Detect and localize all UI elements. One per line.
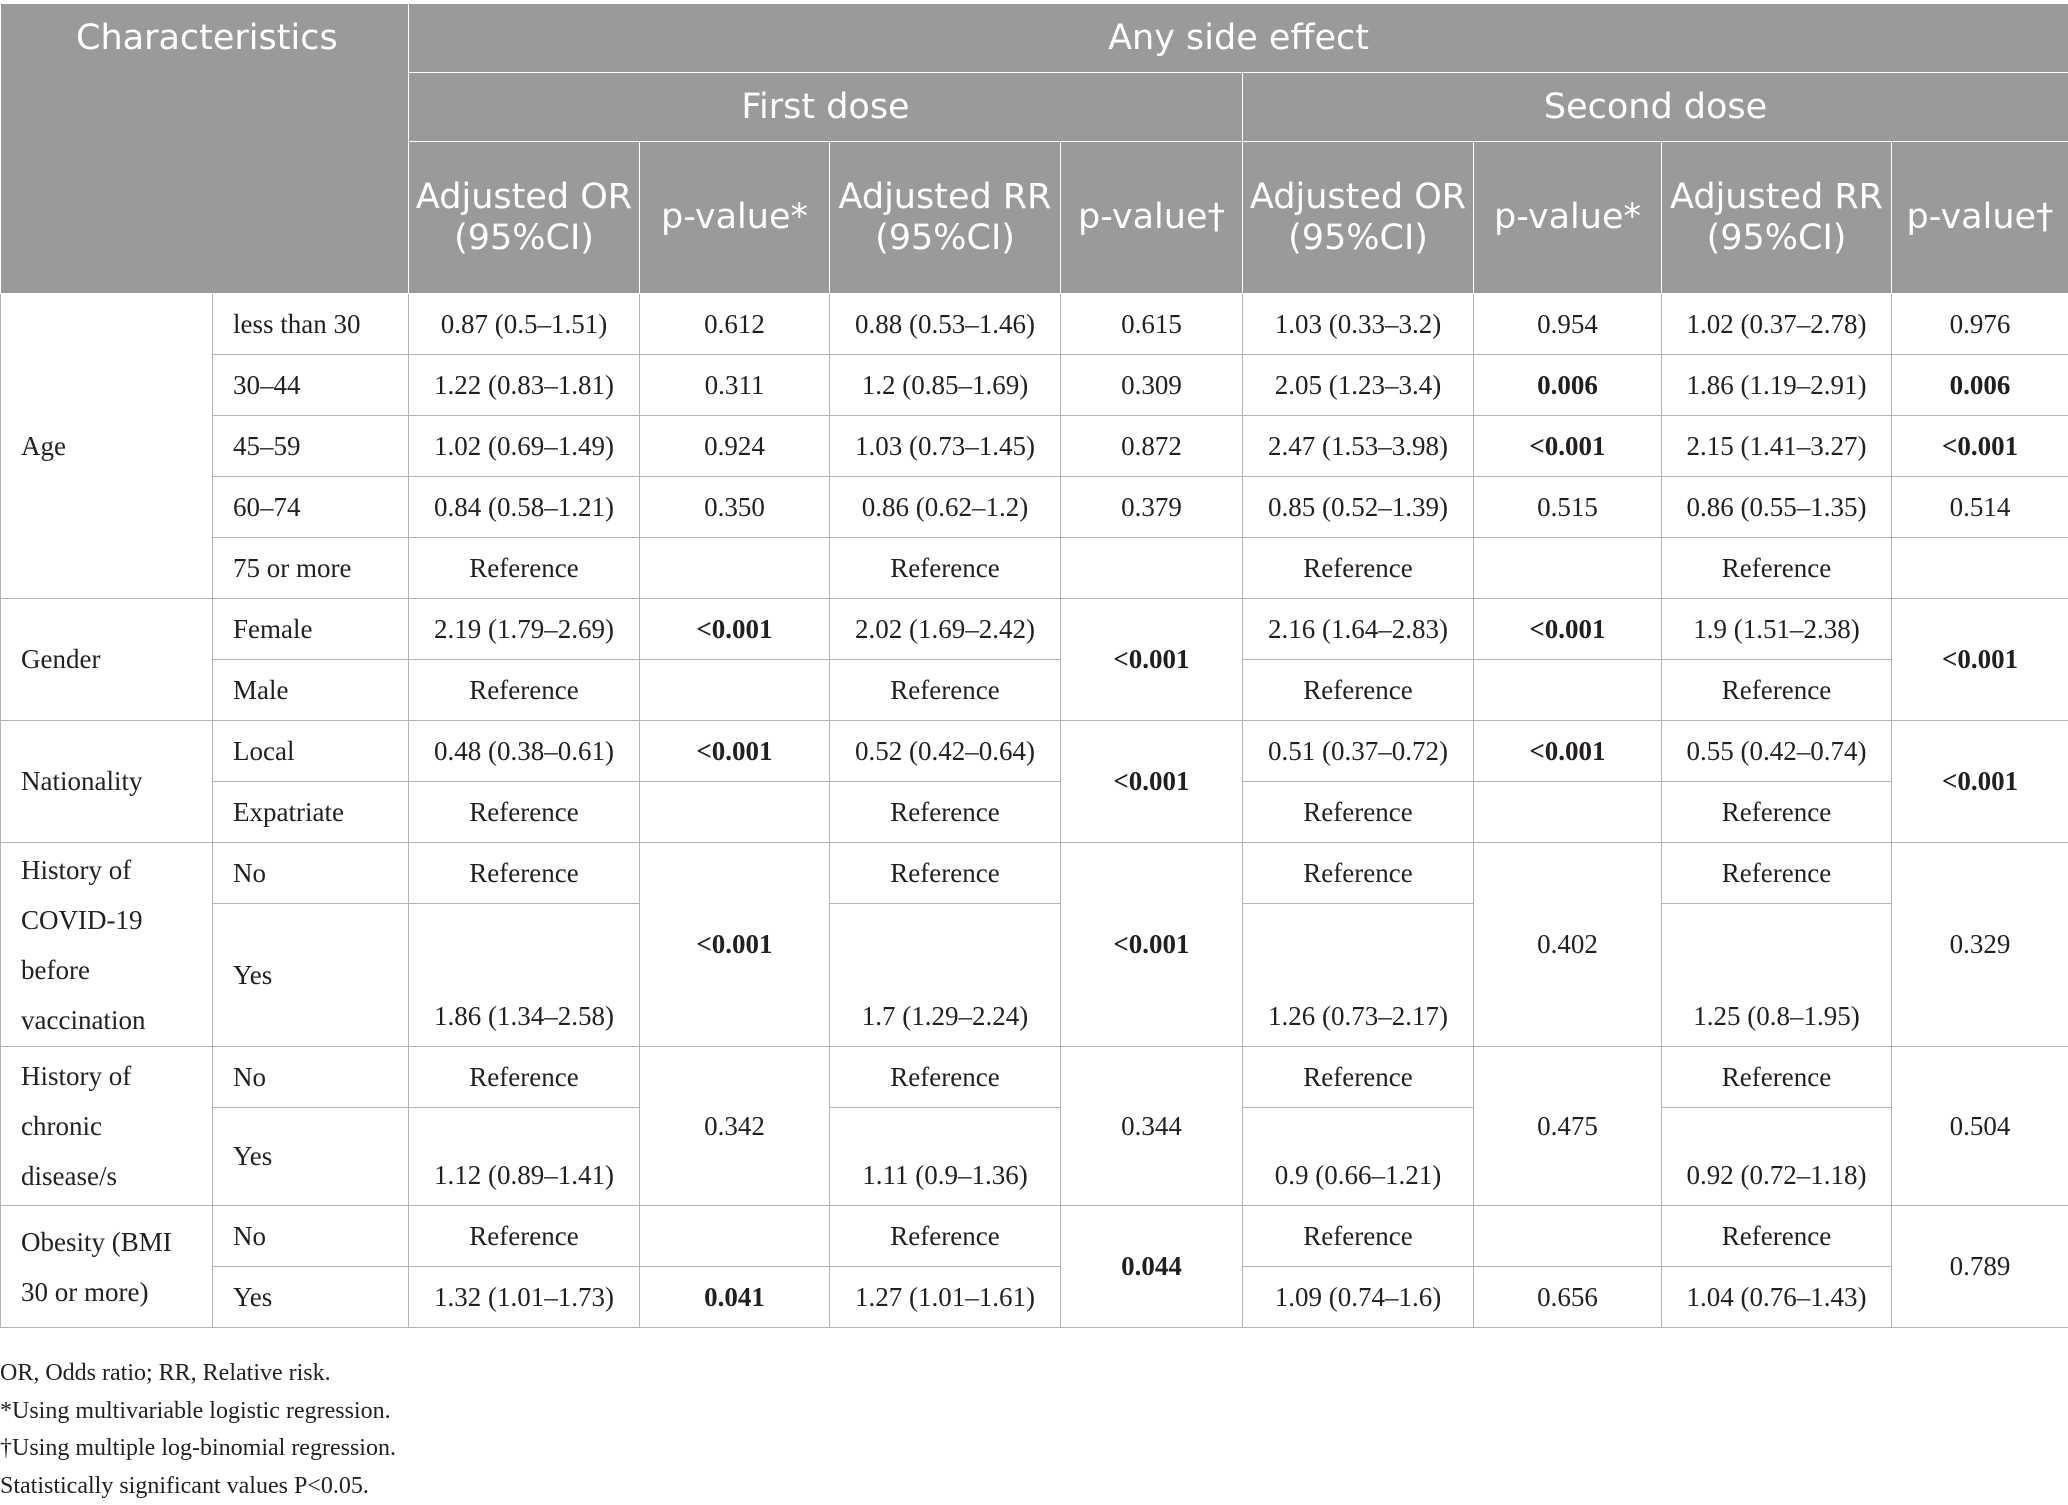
table-cell: <0.001 — [1892, 416, 2068, 477]
table-cell: Reference — [1662, 782, 1892, 843]
table-cell: Reference — [1243, 1047, 1474, 1108]
table-cell: 0.514 — [1892, 477, 2068, 538]
table-cell: Reference — [830, 1047, 1061, 1108]
header-first-dose: First dose — [409, 73, 1243, 142]
table-cell: Reference — [1662, 538, 1892, 599]
table-cell: 45–59 — [213, 416, 409, 477]
table-cell: 0.475 — [1474, 1047, 1662, 1206]
table-cell: 1.86 (1.34–2.58) — [409, 904, 640, 1047]
table-cell: 0.9 (0.66–1.21) — [1243, 1108, 1474, 1206]
header-p-value-dagger: p-value† — [1892, 142, 2068, 294]
gender-label: Gender — [1, 599, 213, 721]
table-cell: 0.309 — [1061, 355, 1243, 416]
table-cell: 2.47 (1.53–3.98) — [1243, 416, 1474, 477]
table-cell: less than 30 — [213, 294, 409, 355]
table-cell: 2.15 (1.41–3.27) — [1662, 416, 1892, 477]
footnote-abbreviations: OR, Odds ratio; RR, Relative risk. — [0, 1360, 331, 1386]
table-cell: 1.22 (0.83–1.81) — [409, 355, 640, 416]
table-cell: 1.26 (0.73–2.17) — [1243, 904, 1474, 1047]
table-cell: Reference — [1243, 660, 1474, 721]
table-cell: 2.05 (1.23–3.4) — [1243, 355, 1474, 416]
obesity-label: Obesity (BMI 30 or more) — [1, 1206, 213, 1328]
table-cell: 1.09 (0.74–1.6) — [1243, 1267, 1474, 1328]
table-cell: <0.001 — [640, 599, 830, 660]
table-cell: Male — [213, 660, 409, 721]
table-cell: 1.9 (1.51–2.38) — [1662, 599, 1892, 660]
table-cell: 1.27 (1.01–1.61) — [830, 1267, 1061, 1328]
table-cell — [1474, 660, 1662, 721]
table-cell: <0.001 — [1892, 721, 2068, 843]
table-cell: Reference — [409, 1206, 640, 1267]
table-cell: 0.379 — [1061, 477, 1243, 538]
header-adjusted-or: Adjusted OR (95%CI) — [409, 142, 640, 294]
table-cell: 1.25 (0.8–1.95) — [1662, 904, 1892, 1047]
table-cell: 0.51 (0.37–0.72) — [1243, 721, 1474, 782]
header-p-value-dagger: p-value† — [1061, 142, 1243, 294]
table-cell: Yes — [213, 904, 409, 1047]
table-cell: 1.02 (0.69–1.49) — [409, 416, 640, 477]
table-cell: Yes — [213, 1108, 409, 1206]
table-cell: Yes — [213, 1267, 409, 1328]
table-cell — [640, 660, 830, 721]
table-cell: 0.006 — [1474, 355, 1662, 416]
table-cell: <0.001 — [1474, 721, 1662, 782]
table-cell: No — [213, 1047, 409, 1108]
table-cell: Reference — [830, 782, 1061, 843]
table-cell: Female — [213, 599, 409, 660]
table-cell: 2.19 (1.79–2.69) — [409, 599, 640, 660]
table-cell: 0.342 — [640, 1047, 830, 1206]
side-effects-table — [0, 3, 2068, 1328]
table-cell: Reference — [1243, 538, 1474, 599]
table-cell — [1892, 538, 2068, 599]
table-cell: <0.001 — [640, 721, 830, 782]
table-cell: 0.041 — [640, 1267, 830, 1328]
table-cell — [1474, 1206, 1662, 1267]
table-cell: 75 or more — [213, 538, 409, 599]
table-cell: 1.03 (0.33–3.2) — [1243, 294, 1474, 355]
table-cell: Reference — [1243, 782, 1474, 843]
table-cell: Expatriate — [213, 782, 409, 843]
table-cell — [1474, 538, 1662, 599]
header-p-value-star: p-value* — [640, 142, 830, 294]
table-cell: <0.001 — [1474, 416, 1662, 477]
table-cell: 0.615 — [1061, 294, 1243, 355]
table-cell: 30–44 — [213, 355, 409, 416]
table-cell: 0.86 (0.62–1.2) — [830, 477, 1061, 538]
nationality-label: Nationality — [1, 721, 213, 843]
table-cell: Reference — [409, 1047, 640, 1108]
table-cell: 60–74 — [213, 477, 409, 538]
table-cell: 1.03 (0.73–1.45) — [830, 416, 1061, 477]
table-cell: 0.350 — [640, 477, 830, 538]
table-cell: 0.92 (0.72–1.18) — [1662, 1108, 1892, 1206]
table-cell: Reference — [830, 538, 1061, 599]
table-cell: 0.87 (0.5–1.51) — [409, 294, 640, 355]
table-cell: 0.924 — [640, 416, 830, 477]
table-cell: Local — [213, 721, 409, 782]
table-footnotes — [0, 1355, 2068, 1505]
header-any-side-effect: Any side effect — [409, 4, 2068, 73]
header-adjusted-rr: Adjusted RR (95%CI) — [830, 142, 1061, 294]
header-p-value-star: p-value* — [1474, 142, 1662, 294]
table-cell: 0.656 — [1474, 1267, 1662, 1328]
chronic-history-label: History of chronic disease/s — [1, 1047, 213, 1206]
age-label: Age — [1, 294, 213, 599]
footnote-star: *Using multivariable logistic regression. — [0, 1397, 391, 1424]
table-cell: 0.954 — [1474, 294, 1662, 355]
table-cell — [640, 1206, 830, 1267]
table-cell: Reference — [409, 843, 640, 904]
table-cell: Reference — [409, 538, 640, 599]
table-cell: 1.86 (1.19–2.91) — [1662, 355, 1892, 416]
table-cell: 0.504 — [1892, 1047, 2068, 1206]
table-cell: Reference — [1243, 1206, 1474, 1267]
table-cell: Reference — [830, 660, 1061, 721]
table-cell — [1474, 782, 1662, 843]
table-cell: Reference — [409, 782, 640, 843]
table-cell: 1.2 (0.85–1.69) — [830, 355, 1061, 416]
table-cell: 0.52 (0.42–0.64) — [830, 721, 1061, 782]
table-cell: <0.001 — [1892, 599, 2068, 721]
table-cell: 1.02 (0.37–2.78) — [1662, 294, 1892, 355]
table-cell: 0.402 — [1474, 843, 1662, 1047]
footnote-significance: Statistically significant values P<0.05. — [0, 1472, 369, 1499]
table-cell: Reference — [830, 1206, 1061, 1267]
header-characteristics: Characteristics — [1, 4, 409, 294]
table-cell: 1.12 (0.89–1.41) — [409, 1108, 640, 1206]
table-cell: 0.48 (0.38–0.61) — [409, 721, 640, 782]
table-cell: <0.001 — [1061, 721, 1243, 843]
table-cell: 0.789 — [1892, 1206, 2068, 1328]
table-cell: Reference — [1662, 1206, 1892, 1267]
table-cell: 0.88 (0.53–1.46) — [830, 294, 1061, 355]
table-cell: No — [213, 1206, 409, 1267]
table-cell: 0.006 — [1892, 355, 2068, 416]
footnote-dagger: †Using multiple log-binomial regression. — [0, 1435, 396, 1461]
header-adjusted-or: Adjusted OR (95%CI) — [1243, 142, 1474, 294]
table-cell: 2.02 (1.69–2.42) — [830, 599, 1061, 660]
table-cell — [640, 782, 830, 843]
table-cell: 2.16 (1.64–2.83) — [1243, 599, 1474, 660]
table-cell: No — [213, 843, 409, 904]
table-cell: Reference — [830, 843, 1061, 904]
table-cell: 0.311 — [640, 355, 830, 416]
header-adjusted-rr: Adjusted RR (95%CI) — [1662, 142, 1892, 294]
table-cell — [640, 538, 830, 599]
table-cell: <0.001 — [1474, 599, 1662, 660]
table-cell: 1.7 (1.29–2.24) — [830, 904, 1061, 1047]
table-cell: Reference — [1243, 843, 1474, 904]
table-cell: Reference — [1662, 843, 1892, 904]
table-cell: 0.044 — [1061, 1206, 1243, 1328]
table-cell: Reference — [1662, 660, 1892, 721]
table-cell: 1.32 (1.01–1.73) — [409, 1267, 640, 1328]
table-cell: <0.001 — [640, 843, 830, 1047]
table-cell: 0.86 (0.55–1.35) — [1662, 477, 1892, 538]
table-cell: 0.515 — [1474, 477, 1662, 538]
table-cell — [1061, 538, 1243, 599]
table-cell: <0.001 — [1061, 599, 1243, 721]
table-cell: 1.11 (0.9–1.36) — [830, 1108, 1061, 1206]
table-cell: 0.872 — [1061, 416, 1243, 477]
table-cell: <0.001 — [1061, 843, 1243, 1047]
table-cell: 0.612 — [640, 294, 830, 355]
covid-history-label: History of COVID-19 before vaccination — [1, 843, 213, 1047]
table-cell: 1.04 (0.76–1.43) — [1662, 1267, 1892, 1328]
header-second-dose: Second dose — [1243, 73, 2068, 142]
table-cell: 0.55 (0.42–0.74) — [1662, 721, 1892, 782]
table-cell: 0.85 (0.52–1.39) — [1243, 477, 1474, 538]
table-cell: Reference — [1662, 1047, 1892, 1108]
table-cell: 0.976 — [1892, 294, 2068, 355]
table-cell: 0.344 — [1061, 1047, 1243, 1206]
table-cell: 0.84 (0.58–1.21) — [409, 477, 640, 538]
table-cell: 0.329 — [1892, 843, 2068, 1047]
table-cell: Reference — [409, 660, 640, 721]
